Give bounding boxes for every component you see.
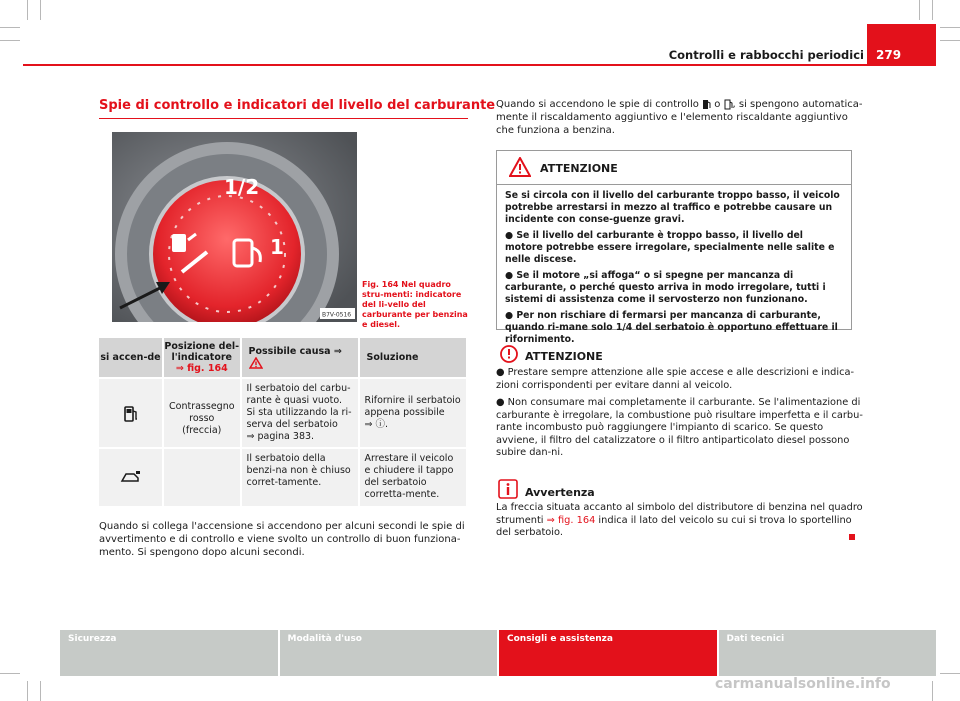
col-cause-label: Possibile causa ⇒ [248, 346, 342, 357]
crop-mark [940, 40, 960, 41]
tab-dati-tecnici[interactable]: Dati tecnici [719, 630, 937, 676]
warning-title: ATTENZIONE [540, 162, 618, 175]
list-item: ● Non consumare mai completamente il carburante. Se l'alimentazione di carburante è irregolare, la combustione può risultare imperfetta e il carbu-rante incombusto può raggiungere l'impianto di scarico. Se questo avviene, il filtro del catalizzatore o il filtro antiparticolato diesel possono subire dan-ni. [496, 397, 863, 458]
warning-triangle-icon [509, 157, 531, 177]
crop-mark [0, 40, 20, 41]
crop-mark [932, 0, 933, 20]
caution-title: ATTENZIONE [525, 350, 603, 363]
warning-triangle-icon [249, 357, 263, 369]
fuel-gauge-figure [112, 132, 357, 322]
note-body: La freccia situata accanto al simbolo del distributore di benzina nel quadro strumenti ⇒ fig. 164 indica il lato del veicolo su cui si trova lo sportellino del serbatoio. [496, 502, 863, 538]
table-cell [163, 448, 241, 506]
list-item: ● Se il livello del carburante è troppo basso, il livello del motore potrebbe essere irregolare, specialmente nelle salite e nelle discese. [505, 230, 835, 265]
fuel-pump-icon [172, 234, 186, 252]
intro-text-1: Quando si accendono le spie di controllo [496, 99, 699, 110]
crop-mark [932, 681, 933, 701]
page-number: 279 [867, 24, 936, 65]
warning-box [496, 150, 852, 345]
col-position-label: Posizione del-l'indicatore [164, 341, 240, 363]
table-cell: Il serbatoio della benzi-na non è chiuso corret-tamente. [241, 448, 359, 506]
gauge-half-label: 1/2 [224, 175, 260, 199]
table-cell: Arrestare il veicolo e chiudere il tappo del serbatoio corretta-mente. [359, 448, 467, 506]
solution-text: Rifornire il serbatoio appena possibile [364, 395, 461, 418]
table-header-row [99, 338, 467, 378]
table-cell: Contrassegno rosso (freccia) [163, 378, 241, 448]
crop-mark [27, 0, 28, 20]
cause-text: Il serbatoio del carbu-rante è quasi vuoto. Si sta utilizzando la ri-serva del serbatoio [246, 383, 352, 430]
crop-mark [0, 27, 20, 28]
fuel-pump-icon [702, 99, 711, 110]
crop-mark [40, 681, 41, 701]
intro-text-3: , si spengono automatica-mente il riscaldamento aggiuntivo e l'elemento riscaldante aggiuntivo che funziona a benzina. [496, 99, 863, 136]
warning-intro: Se si circola con il livello del carburante troppo basso, il veicolo potrebbe arrestarsi in mezzo al traffico e potrebbe causare un incidente con conse-guenze gravi. [505, 190, 840, 225]
col-solution: Soluzione [359, 338, 467, 378]
warning-box-header [497, 151, 851, 185]
caution-icon [500, 345, 518, 363]
footer-nav [60, 630, 936, 676]
crop-mark [940, 673, 960, 674]
list-item: ● Per non rischiare di fermarsi per mancanza di carburante, quando ri-mane solo 1/4 del serbatoio è opportuno effettuare il rifornimento. [505, 310, 838, 345]
section-title: Spie di controllo e indicatori del livello del carburante [99, 98, 496, 113]
table-row [99, 378, 467, 448]
caution-body [496, 367, 866, 465]
title-rule [99, 118, 468, 119]
crop-mark [0, 673, 20, 674]
table-row [99, 448, 467, 506]
warning-body [497, 185, 851, 346]
caution-ref-link[interactable]: ⇒ ⓘ. [364, 419, 389, 430]
col-lights: si accen-de [99, 338, 163, 378]
intro-text-2: o [714, 99, 721, 110]
list-item: ● Prestare sempre attenzione alle spie accese e alle descrizioni e indica-zioni corrispondenti per evitare danni al veicolo. [496, 367, 855, 391]
gauge-full-label: 1 [270, 235, 284, 259]
figure-ref-link[interactable]: ⇒ fig. 164 [175, 363, 228, 374]
header-rule [23, 64, 936, 66]
list-item: ● Se il motore „si affoga“ o si spegne per mancanza di carburante, o perché questo arriva in modo irregolare, tutti i sistemi di assistenza come il servosterzo non funzionano. [505, 270, 826, 305]
figure-caption: Fig. 164 Nel quadro stru-menti: indicatore del li-vello del carburante per benzina e diesel. [362, 280, 468, 329]
body-paragraph: Quando si collega l'accensione si accendono per alcuni secondi le spie di avvertimento e di controllo e viene svolto un controllo di buon funziona-mento. Si spengono dopo alcuni secondi. [99, 521, 465, 558]
col-cause [241, 338, 359, 378]
tab-consigli-assistenza[interactable]: Consigli e assistenza [499, 630, 717, 676]
table-cell [359, 378, 467, 448]
running-header: Controlli e rabbocchi periodici [668, 48, 864, 62]
end-mark [849, 534, 855, 540]
crop-mark [919, 0, 920, 20]
page-ref-link[interactable]: ⇒ pagina 383. [246, 431, 315, 442]
intro-paragraph [496, 98, 866, 137]
figure-ref-link[interactable]: ⇒ fig. 164 [546, 514, 596, 526]
fuel-indicator-table [99, 338, 468, 506]
table-cell [241, 378, 359, 448]
fuel-pump-icon [99, 378, 163, 448]
col-position [163, 338, 241, 378]
crop-mark [40, 0, 41, 20]
info-note-icon [498, 479, 518, 499]
note-title: Avvertenza [525, 486, 595, 499]
crop-mark [940, 27, 960, 28]
fuel-gauge-illustration [112, 132, 357, 322]
tab-modalita-uso[interactable]: Modalità d'uso [280, 630, 498, 676]
figure-code: B7V-0516 [322, 311, 352, 319]
tab-sicurezza[interactable]: Sicurezza [60, 630, 278, 676]
fuel-cap-icon [99, 448, 163, 506]
watermark: carmanualsonline.info [715, 676, 891, 692]
crop-mark [27, 681, 28, 701]
fuel-pump-outline-icon [724, 99, 733, 110]
